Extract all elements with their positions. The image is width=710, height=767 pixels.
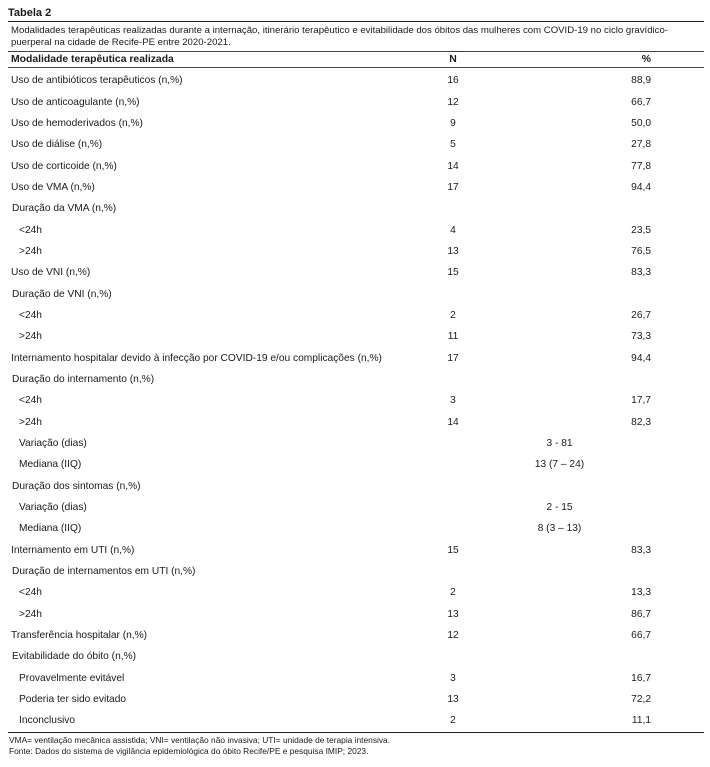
row-label: >24h	[19, 416, 42, 428]
row-label: <24h	[19, 309, 42, 321]
table-row	[8, 710, 704, 731]
table-row	[8, 497, 704, 518]
row-label: Transferência hospitalar (n,%)	[11, 630, 148, 642]
row-n-value: 3	[450, 672, 456, 684]
row-label: Mediana (IIQ)	[19, 459, 82, 471]
row-percent-value: 83,3	[631, 267, 651, 279]
table-row	[8, 134, 704, 155]
row-percent-value: 88,9	[631, 75, 651, 87]
table-row	[8, 369, 704, 390]
row-n-value: 2	[450, 309, 456, 321]
row-percent-value: 86,7	[631, 608, 651, 620]
header-percent: %	[641, 54, 651, 65]
row-percent-value: 16,7	[631, 672, 651, 684]
table-row	[8, 540, 704, 561]
row-percent-value: 50,0	[631, 117, 651, 129]
row-n-value: 3	[450, 395, 456, 407]
table-row	[8, 454, 704, 475]
row-label: Evitabilidade do óbito (n,%)	[12, 651, 137, 663]
table-row	[8, 604, 704, 625]
row-label: >24h	[19, 608, 42, 620]
table-row	[8, 433, 704, 454]
row-label: >24h	[19, 245, 42, 257]
table-row	[8, 219, 704, 240]
row-percent-value: 73,3	[631, 331, 651, 343]
row-label: <24h	[19, 395, 42, 407]
row-summary-value: 8 (3 – 13)	[537, 523, 582, 535]
table-row	[8, 668, 704, 689]
row-label: Uso de antibióticos terapêuticos (n,%)	[11, 75, 183, 87]
row-label: Variação (dias)	[19, 502, 87, 514]
row-percent-value: 77,8	[631, 160, 651, 172]
row-percent-value: 17,7	[631, 395, 651, 407]
row-percent-value: 26,7	[631, 309, 651, 321]
table-footnotes	[8, 733, 704, 757]
table-row	[8, 689, 704, 710]
footnote-abbreviations: VMA= ventilação mecânica assistida; VNI= ventilação não invasiva; UTI= unidade de terapia intensiva.	[9, 734, 391, 745]
row-percent-value: 76,5	[631, 245, 651, 257]
table-row	[8, 582, 704, 603]
row-percent-value: 94,4	[631, 181, 651, 193]
row-n-value: 15	[447, 267, 459, 279]
table-row	[8, 412, 704, 433]
table-row	[8, 155, 704, 176]
row-n-value: 14	[447, 160, 459, 172]
table-row	[8, 113, 704, 134]
row-label: Poderia ter sido evitado	[19, 694, 127, 706]
row-n-value: 15	[447, 544, 459, 556]
row-label: Duração de internamentos em UTI (n,%)	[12, 566, 196, 578]
table-row	[8, 177, 704, 198]
footnote-source: Fonte: Dados do sistema de vigilância epidemiológica do óbito Recife/PE e pesquisa IMIP; 2023.	[9, 745, 369, 756]
row-label: Inconclusivo	[19, 715, 76, 727]
row-n-value: 11	[447, 331, 459, 343]
table-label: Tabela 2	[8, 7, 52, 19]
row-summary-value: 13 (7 – 24)	[534, 459, 585, 471]
row-summary-value: 3 - 81	[546, 438, 573, 450]
table-row	[8, 283, 704, 304]
row-n-value: 9	[450, 117, 456, 129]
row-label: Internamento hospitalar devido à infecção por COVID-19 e/ou complicações (n,%)	[11, 352, 382, 364]
row-label: Mediana (IIQ)	[19, 523, 82, 535]
row-label: Duração da VMA (n,%)	[12, 203, 117, 215]
row-n-value: 2	[450, 715, 456, 727]
row-label: <24h	[19, 224, 42, 236]
row-label: Internamento em UTI (n,%)	[11, 544, 135, 556]
header-modalidade: Modalidade terapêutica realizada	[11, 54, 174, 65]
table-row	[8, 91, 704, 112]
row-n-value: 13	[447, 608, 459, 620]
table-header-row	[8, 52, 704, 67]
row-n-value: 5	[450, 139, 456, 151]
row-n-value: 12	[447, 96, 459, 108]
row-n-value: 14	[447, 416, 459, 428]
row-label: <24h	[19, 587, 42, 599]
row-percent-value: 66,7	[631, 96, 651, 108]
row-label: Uso de VNI (n,%)	[11, 267, 91, 279]
header-n: N	[449, 54, 457, 65]
table-caption: Modalidades terapêuticas realizadas durante a internação, itinerário terapêutico e evitabilidade dos óbitos das mulheres com COVID-19 no ciclo gravídico-puerperal na cidade de Recife-PE entre 2020-2021.	[11, 25, 668, 48]
table-row	[8, 326, 704, 347]
row-label: Uso de VMA (n,%)	[11, 181, 95, 193]
row-label: Uso de corticoide (n,%)	[11, 160, 117, 172]
row-n-value: 13	[447, 245, 459, 257]
row-percent-value: 27,8	[631, 139, 651, 151]
row-label: Duração de VNI (n,%)	[12, 288, 112, 300]
row-label: Variação (dias)	[19, 438, 87, 450]
table-row	[8, 305, 704, 326]
table-row	[8, 625, 704, 646]
row-percent-value: 72,2	[631, 694, 651, 706]
row-percent-value: 13,3	[631, 587, 651, 599]
row-percent-value: 94,4	[631, 352, 651, 364]
table-body	[8, 68, 704, 732]
table-row	[8, 390, 704, 411]
table-row	[8, 518, 704, 539]
row-label: Duração dos sintomas (n,%)	[12, 480, 141, 492]
table-row	[8, 262, 704, 283]
row-percent-value: 23,5	[631, 224, 651, 236]
table-container	[8, 6, 704, 757]
row-percent-value: 82,3	[631, 416, 651, 428]
table-row	[8, 241, 704, 262]
row-label: Provavelmente evitável	[19, 672, 125, 684]
table-row	[8, 198, 704, 219]
row-percent-value: 11,1	[631, 715, 651, 727]
row-n-value: 13	[447, 694, 459, 706]
table-row	[8, 347, 704, 368]
row-label: Uso de anticoagulante (n,%)	[11, 96, 140, 108]
row-n-value: 12	[447, 630, 459, 642]
row-percent-value: 66,7	[631, 630, 651, 642]
row-n-value: 16	[447, 75, 459, 87]
row-percent-value: 83,3	[631, 544, 651, 556]
row-n-value: 4	[450, 224, 456, 236]
row-label: Duração do internamento (n,%)	[12, 373, 155, 385]
table-row	[8, 70, 704, 91]
row-label: >24h	[19, 331, 42, 343]
row-label: Uso de hemoderivados (n,%)	[11, 117, 143, 129]
table-row	[8, 561, 704, 582]
table-row	[8, 646, 704, 667]
row-n-value: 17	[447, 352, 459, 364]
table-row	[8, 476, 704, 497]
row-label: Uso de diálise (n,%)	[11, 139, 103, 151]
row-summary-value: 2 - 15	[546, 502, 573, 514]
row-n-value: 17	[447, 181, 459, 193]
row-n-value: 2	[450, 587, 456, 599]
